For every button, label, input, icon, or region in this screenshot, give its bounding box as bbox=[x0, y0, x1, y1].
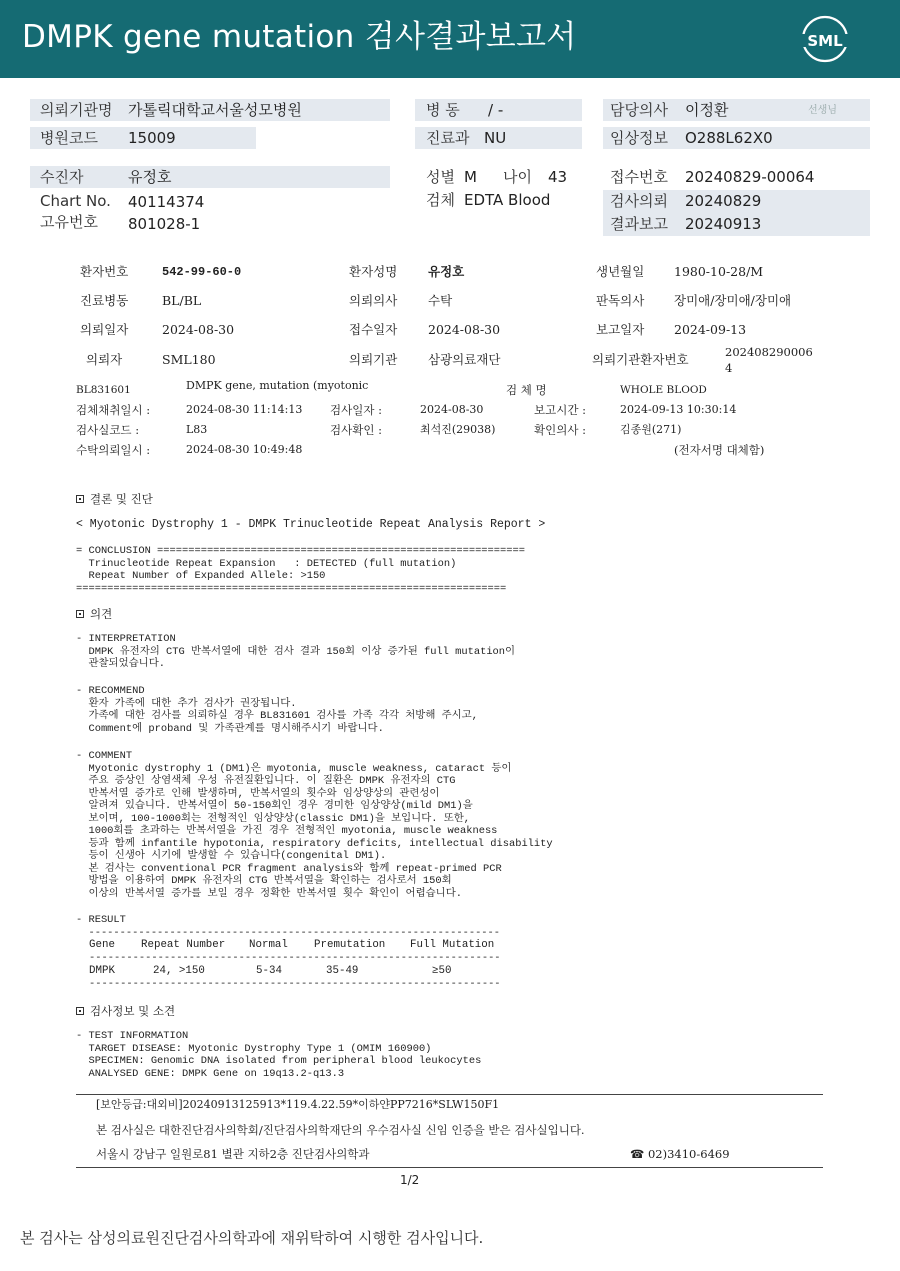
address-line: 서울시 강남구 일원로81 별관 지하2층 진단검사의학과 bbox=[96, 1147, 370, 1161]
recommend-block: - RECOMMEND 환자 가족에 대한 추가 검사가 권장됩니다. 가족에 대한 검사를 의뢰하실 경우 BL831601 검사를 가족 각각 처방해 주시고, Comment에 proband 및 가족관계를 명시해주시기 바랍니다. bbox=[76, 685, 478, 735]
pt-no-label: 환자번호 bbox=[80, 264, 129, 279]
dept-value: NU bbox=[484, 129, 507, 147]
doctor-suffix: 선생님 bbox=[808, 105, 837, 116]
result-heading: - RESULT ------------------------------------------------------------------ bbox=[76, 914, 501, 939]
section-conclusion-title: 결론 및 진단 bbox=[76, 491, 153, 507]
uid-label: 고유번호 bbox=[40, 213, 98, 231]
collect-value: 2024-08-30 11:14:13 bbox=[186, 403, 303, 416]
section-testinfo-title: 검사정보 및 소견 bbox=[76, 1003, 175, 1019]
inner-req-org-label: 의뢰기관 bbox=[349, 352, 398, 367]
conclusion-block: = CONCLUSION =========================================================== Trinucleotide Repeat Expansion : DETECTED (full mutation) Repeat Number of Expanded Allele: >150 ===================================================================== bbox=[76, 545, 525, 595]
security-line: [보안등급:대외비]20240913125913*119.4.22.59*이하얀PP7216*SLW150F1 bbox=[96, 1098, 500, 1111]
report-title: < Myotonic Dystrophy 1 - DMPK Trinucleotide Repeat Analysis Report > bbox=[76, 518, 546, 531]
footer-rule-bottom bbox=[76, 1167, 823, 1168]
recv-date-value: 2024-08-30 bbox=[428, 322, 501, 337]
inner-specimen-label: 검 체 명 bbox=[506, 383, 547, 397]
page-number: 1/2 bbox=[400, 1173, 420, 1187]
requester-value: SML180 bbox=[162, 352, 216, 367]
req-date2-label: 의뢰일자 bbox=[80, 322, 129, 337]
ward-label: 병 동 bbox=[426, 101, 460, 119]
report-date-value: 2024-09-13 bbox=[674, 322, 747, 337]
cell-gene: DMPK bbox=[89, 965, 115, 977]
result-date-value: 20240913 bbox=[685, 215, 762, 233]
reader-value: 장미애/장미애/장미애 bbox=[674, 293, 792, 308]
hosp-code-label: 병원코드 bbox=[40, 129, 98, 147]
sex-label: 성별 bbox=[426, 168, 455, 186]
recv-date-label: 접수일자 bbox=[349, 322, 398, 337]
col-premutation: Premutation bbox=[314, 939, 386, 951]
patient-value: 유정호 bbox=[128, 168, 172, 186]
test-info-block: - TEST INFORMATION TARGET DISEASE: Myotonic Dystrophy Type 1 (OMIM 160900) SPECIMEN: Genomic DNA isolated from peripheral blood leukocytes ANALYSED GENE: DMPK Gene on 19q13.2-q13.3 bbox=[76, 1030, 482, 1080]
reconsign-note: 본 검사는 삼성의료원진단검사의학과에 재위탁하여 시행한 검사입니다. bbox=[20, 1229, 484, 1247]
reader-label: 판독의사 bbox=[596, 293, 645, 308]
test-code: BL831601 bbox=[76, 384, 131, 396]
report-time-value: 2024-09-13 10:30:14 bbox=[620, 403, 737, 416]
specimen-label: 검체 bbox=[426, 191, 455, 209]
result-divider-bottom: ------------------------------------------------------------------ bbox=[89, 978, 501, 990]
ward2-value: BL/BL bbox=[162, 293, 202, 308]
sex-value: M bbox=[464, 168, 477, 186]
req-date-label: 검사의뢰 bbox=[610, 192, 668, 210]
confirm-doc-value: 김종원(271) bbox=[620, 423, 682, 436]
req-org-label: 의뢰기관명 bbox=[40, 101, 113, 119]
report-time-label: 보고시간 : bbox=[534, 403, 586, 417]
col-repeat-number: Repeat Number bbox=[141, 939, 226, 951]
org-pt-no-value-1: 202408290006 bbox=[725, 345, 813, 359]
square-bullet-icon bbox=[76, 495, 84, 503]
test-date-value: 2024-08-30 bbox=[420, 403, 484, 416]
esign-note: (전자서명 대체함) bbox=[674, 443, 765, 457]
recv-no-label: 접수번호 bbox=[610, 168, 668, 186]
requester-label: 의뢰자 bbox=[86, 352, 123, 367]
specimen-value: EDTA Blood bbox=[464, 191, 551, 209]
sml-logo bbox=[800, 14, 850, 64]
cell-repeat-number: 24, >150 bbox=[153, 965, 205, 977]
col-normal: Normal bbox=[249, 939, 288, 951]
section-opinion-title: 의견 bbox=[76, 606, 112, 622]
req-date2-value: 2024-08-30 bbox=[162, 322, 235, 337]
inner-req-org-value: 삼광의료재단 bbox=[428, 352, 501, 367]
clinical-label: 임상정보 bbox=[610, 129, 668, 147]
req-date-value: 20240829 bbox=[685, 192, 762, 210]
org-pt-no-label: 의뢰기관환자번호 bbox=[592, 352, 689, 367]
org-pt-no-value-2: 4 bbox=[725, 361, 733, 375]
test-name: DMPK gene, mutation (myotonic bbox=[186, 379, 369, 392]
dob-value: 1980-10-28/M bbox=[674, 264, 764, 279]
confirm-label: 검사확인 : bbox=[330, 423, 382, 437]
col-full-mutation: Full Mutation bbox=[410, 939, 495, 951]
phone-line: ☎ 02)3410-6469 bbox=[630, 1147, 730, 1161]
svg-text:SML: SML bbox=[807, 32, 843, 50]
consign-value: 2024-08-30 10:49:48 bbox=[186, 443, 303, 456]
chart-label: Chart No. bbox=[40, 192, 111, 210]
dept-label: 진료과 bbox=[426, 129, 470, 147]
test-date-label: 검사일자 : bbox=[330, 403, 382, 417]
room-code-value: L83 bbox=[186, 423, 208, 436]
confirm-value: 최석진(29038) bbox=[420, 423, 496, 436]
pt-name-value: 유정호 bbox=[428, 264, 465, 279]
result-date-label: 결과보고 bbox=[610, 215, 668, 233]
square-bullet-icon bbox=[76, 1007, 84, 1015]
report-title: DMPK gene mutation 검사결과보고서 bbox=[22, 19, 577, 55]
cell-normal: 5-34 bbox=[256, 965, 282, 977]
clinical-value: O288L62X0 bbox=[685, 129, 773, 147]
room-code-label: 검사실코드 : bbox=[76, 423, 140, 437]
consign-label: 수탁의뢰일시 : bbox=[76, 443, 151, 457]
pt-name-label: 환자성명 bbox=[349, 264, 398, 279]
result-divider: ------------------------------------------------------------------ bbox=[89, 952, 501, 964]
req-doctor-value: 수탁 bbox=[428, 293, 453, 308]
pt-no-value: 542-99-60-0 bbox=[162, 265, 242, 279]
patient-label: 수진자 bbox=[40, 168, 84, 186]
cell-full-mutation: ≥50 bbox=[432, 965, 452, 977]
bar-patient bbox=[30, 166, 390, 188]
interpretation-block: - INTERPRETATION DMPK 유전자의 CTG 반복서열에 대한 검사 결과 150회 이상 증가된 full mutation이 관찰되었습니다. bbox=[76, 633, 516, 670]
collect-label: 검체채취일시 : bbox=[76, 403, 151, 417]
doctor-value: 이정환 bbox=[685, 101, 729, 119]
square-bullet-icon bbox=[76, 610, 84, 618]
confirm-doc-label: 확인의사 : bbox=[534, 423, 586, 437]
inner-specimen-value: WHOLE BLOOD bbox=[620, 384, 707, 396]
report-date-label: 보고일자 bbox=[596, 322, 645, 337]
uid-value: 801028-1 bbox=[128, 215, 201, 233]
cell-premutation: 35-49 bbox=[326, 965, 359, 977]
report-header bbox=[0, 0, 900, 78]
chart-value: 40114374 bbox=[128, 193, 205, 211]
doctor-label: 담당의사 bbox=[610, 101, 668, 119]
cert-line: 본 검사실은 대한진단검사의학회/진단검사의학재단의 우수검사실 신임 인증을 받은 검사실입니다. bbox=[96, 1123, 585, 1137]
hosp-code-value: 15009 bbox=[128, 129, 176, 147]
col-gene: Gene bbox=[89, 939, 115, 951]
recv-no-value: 20240829-00064 bbox=[685, 168, 815, 186]
req-doctor-label: 의뢰의사 bbox=[349, 293, 398, 308]
age-value: 43 bbox=[548, 168, 568, 186]
age-label: 나이 bbox=[503, 168, 532, 186]
comment-block: - COMMENT Myotonic dystrophy 1 (DM1)은 myotonia, muscle weakness, cataract 등이 주요 증상인 상염색체 우성 유전질환입니다. 이 질환은 DMPK 유전자의 CTG 반복서열 증가로 인해 발생하며, 반복서열의 횟수와 임상양상의 관련성이 알려져 있습니다. 반복서열이 50-150회인 경우 경미한 임상양상(mild DM1)을 보이며, 100-1000회는 전형적인 임상양상(classic DM1)을 보입니다. 또한, 1000회를 초과하는 반복서열을 가진 경우 전형적인 myotonia, muscle weakness 등과 함께 infantile hypotonia, respiratory deficits, intellectual disability 등이 신생아 시기에 발생할 수 있습니다(congenital DM1). 본 검사는 conventional PCR fragment analysis와 함께 repeat-primed PCR 방법을 이용하여 DMPK 유전자의 CTG 반복서열을 확인하는 검사로서 150회 이상의 반복서열 증가를 보일 경우 정확한 반복서열 횟수 확인이 어렵습니다. bbox=[76, 750, 553, 900]
ward2-label: 진료병동 bbox=[80, 293, 129, 308]
footer-rule-top bbox=[76, 1094, 823, 1095]
req-org-value: 가톨릭대학교서울성모병원 bbox=[128, 101, 302, 119]
ward-value: / - bbox=[488, 101, 504, 119]
dob-label: 생년월일 bbox=[596, 264, 645, 279]
